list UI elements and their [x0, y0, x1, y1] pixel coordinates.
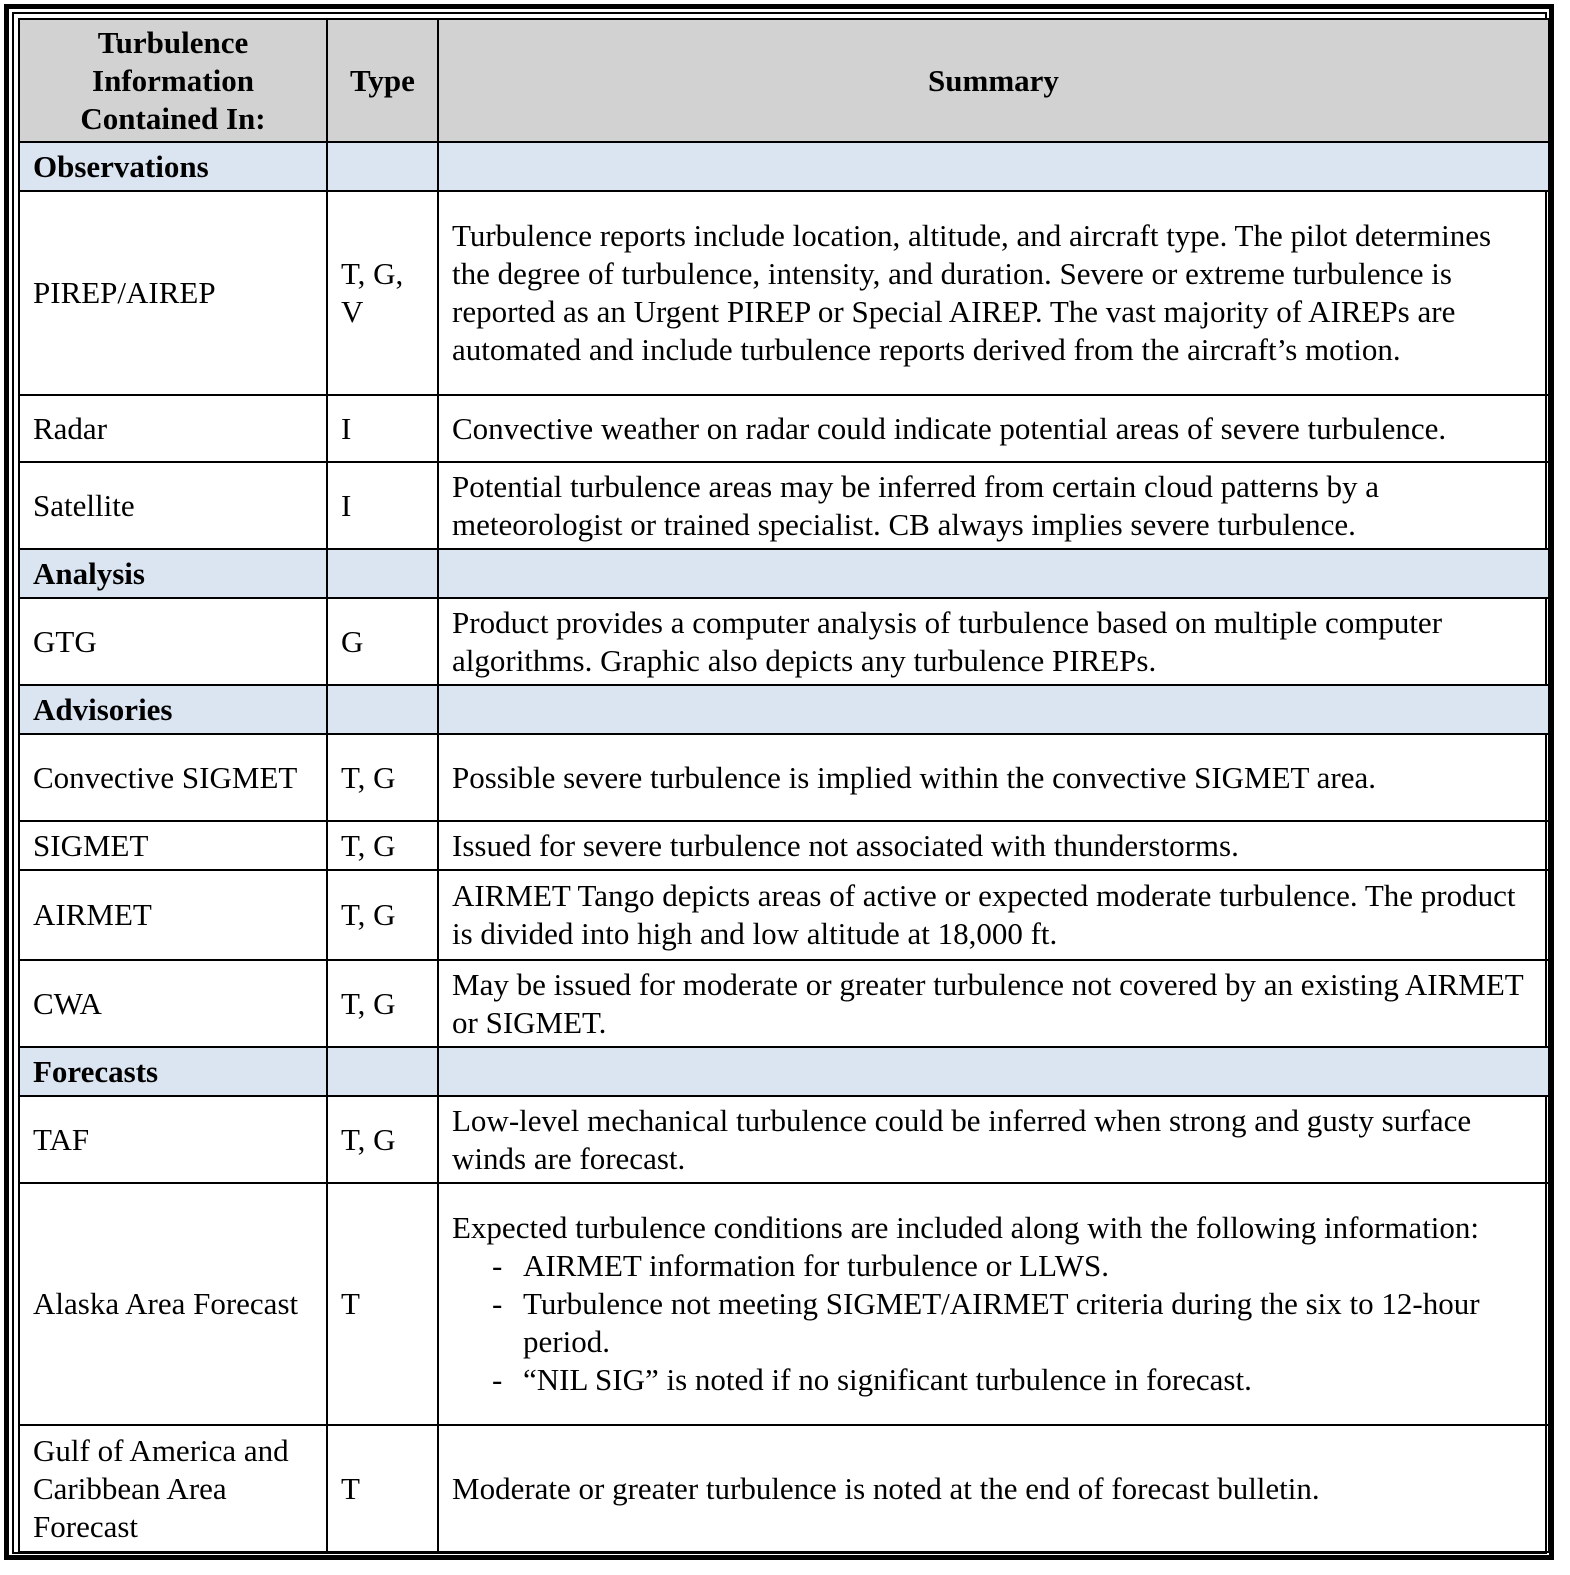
source-cell: CWA	[19, 960, 327, 1047]
section-row-advisories	[19, 685, 1549, 734]
section-empty-cell	[327, 685, 438, 734]
source-cell: Convective SIGMET	[19, 734, 327, 821]
header-source: Turbulence Information Contained In:	[19, 19, 327, 142]
section-empty-cell	[327, 142, 438, 191]
table-row	[19, 870, 1549, 960]
section-title: Advisories	[19, 685, 327, 734]
summary-bullet-list	[452, 1247, 1536, 1399]
list-item: - AIRMET information for turbulence or LLWS.	[492, 1247, 1536, 1285]
section-title: Analysis	[19, 549, 327, 598]
type-cell: I	[327, 462, 438, 549]
type-cell: T, G	[327, 960, 438, 1047]
section-empty-cell	[327, 549, 438, 598]
source-cell: Radar	[19, 395, 327, 462]
section-row-forecasts	[19, 1047, 1549, 1096]
summary-cell: Moderate or greater turbulence is noted at the end of forecast bulletin.	[438, 1425, 1549, 1552]
type-cell: I	[327, 395, 438, 462]
source-cell: PIREP/AIREP	[19, 191, 327, 395]
source-cell: Satellite	[19, 462, 327, 549]
summary-cell: Turbulence reports include location, altitude, and aircraft type. The pilot determines the degree of turbulence, intensity, and duration. Severe or extreme turbulence is reported as an Urgent PIREP or Special AIREP. The vast majority of AIREPs are automated and include turbulence reports derived from the aircraft’s motion.	[438, 191, 1549, 395]
section-empty-cell	[438, 1047, 1549, 1096]
source-cell: SIGMET	[19, 821, 327, 870]
section-row-observations	[19, 142, 1549, 191]
summary-cell: Possible severe turbulence is implied within the convective SIGMET area.	[438, 734, 1549, 821]
header-type: Type	[327, 19, 438, 142]
turbulence-information-table	[18, 18, 1550, 1553]
summary-cell: AIRMET Tango depicts areas of active or expected moderate turbulence. The product is divided into high and low altitude at 18,000 ft.	[438, 870, 1549, 960]
table-row	[19, 191, 1549, 395]
section-empty-cell	[438, 685, 1549, 734]
header-row	[19, 19, 1549, 142]
summary-cell: Issued for severe turbulence not associated with thunderstorms.	[438, 821, 1549, 870]
summary-cell: Convective weather on radar could indicate potential areas of severe turbulence.	[438, 395, 1549, 462]
table-row	[19, 598, 1549, 685]
source-cell: AIRMET	[19, 870, 327, 960]
type-cell: T	[327, 1183, 438, 1425]
type-cell: T, G	[327, 734, 438, 821]
section-title: Observations	[19, 142, 327, 191]
table-row	[19, 821, 1549, 870]
list-item: - Turbulence not meeting SIGMET/AIRMET criteria during the six to 12-hour period.	[492, 1285, 1536, 1361]
table-row	[19, 395, 1549, 462]
summary-cell: Potential turbulence areas may be inferred from certain cloud patterns by a meteorologist or trained specialist. CB always implies severe turbulence.	[438, 462, 1549, 549]
source-cell: GTG	[19, 598, 327, 685]
type-cell: T, G	[327, 1096, 438, 1183]
type-cell: T, G	[327, 870, 438, 960]
section-empty-cell	[438, 142, 1549, 191]
source-cell: TAF	[19, 1096, 327, 1183]
section-empty-cell	[327, 1047, 438, 1096]
section-empty-cell	[438, 549, 1549, 598]
section-row-analysis	[19, 549, 1549, 598]
summary-cell	[438, 1183, 1549, 1425]
type-cell: T, G	[327, 821, 438, 870]
table-row	[19, 1425, 1549, 1552]
summary-cell: Low-level mechanical turbulence could be inferred when strong and gusty surface winds are forecast.	[438, 1096, 1549, 1183]
table-row	[19, 734, 1549, 821]
header-summary: Summary	[438, 19, 1549, 142]
source-cell: Alaska Area Forecast	[19, 1183, 327, 1425]
table-row	[19, 1096, 1549, 1183]
type-cell: G	[327, 598, 438, 685]
table-row	[19, 960, 1549, 1047]
section-title: Forecasts	[19, 1047, 327, 1096]
table-row	[19, 462, 1549, 549]
type-cell: T	[327, 1425, 438, 1552]
source-cell: Gulf of America and Caribbean Area Forecast	[19, 1425, 327, 1552]
table-row	[19, 1183, 1549, 1425]
summary-intro: Expected turbulence conditions are included along with the following information:	[452, 1210, 1480, 1245]
summary-cell: May be issued for moderate or greater turbulence not covered by an existing AIRMET or SIGMET.	[438, 960, 1549, 1047]
type-cell: T, G, V	[327, 191, 438, 395]
summary-cell: Product provides a computer analysis of turbulence based on multiple computer algorithms. Graphic also depicts any turbulence PIREPs.	[438, 598, 1549, 685]
list-item: - “NIL SIG” is noted if no significant turbulence in forecast.	[492, 1361, 1536, 1399]
